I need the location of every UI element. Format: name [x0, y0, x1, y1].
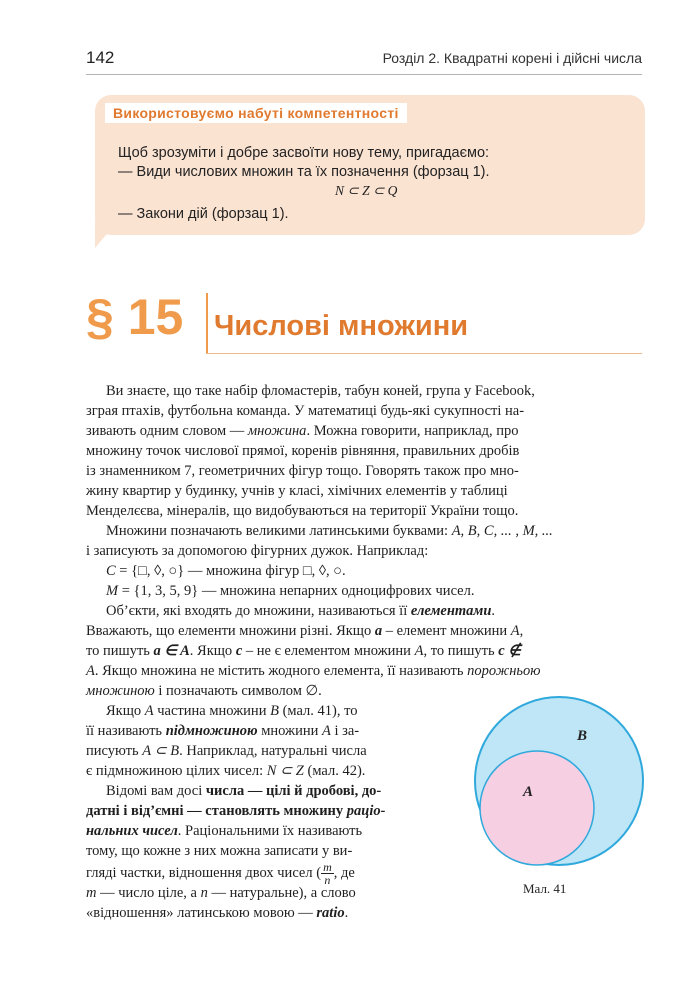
- text-line: [86, 421, 644, 441]
- math: c: [235, 643, 243, 659]
- text-line: жину квартир у будинку, учнів у класі, хімічних елементів у таблиці: [86, 483, 508, 499]
- text-line: і записують за допомогою фігурних дужок. Наприклад:: [86, 543, 429, 559]
- text: множини: [257, 723, 322, 739]
- math: B: [270, 703, 279, 719]
- section-bar: [206, 293, 208, 353]
- text-line: [86, 621, 644, 641]
- text: . Якщо: [189, 643, 236, 659]
- text-line: [86, 761, 466, 781]
- text-line: Ви знаєте, що таке набір фломастерів, табун коней, група у Facebook,: [106, 383, 535, 399]
- callout-title: Використовуємо набуті компетентності: [105, 103, 407, 123]
- fraction-numerator: m: [323, 860, 332, 874]
- math: m: [86, 885, 97, 901]
- text: – не є елементом множини: [242, 643, 415, 659]
- math: C: [106, 563, 116, 579]
- math: a: [374, 623, 383, 639]
- term-rational: нальних чисел: [86, 823, 178, 839]
- text-line: [86, 781, 466, 801]
- math: M: [106, 583, 119, 599]
- text: . Наприклад, натуральні числа: [179, 743, 367, 759]
- section-divider: [206, 353, 642, 354]
- example-line: [86, 561, 644, 581]
- text-line: [86, 521, 644, 541]
- text: Відомі вам досі: [106, 783, 206, 799]
- text-line: [86, 741, 466, 761]
- text: – елемент множини: [382, 623, 511, 639]
- text: Якщо: [106, 703, 145, 719]
- text: зивають одним словом —: [86, 423, 248, 439]
- text: , де: [333, 864, 355, 881]
- term-subset: підмножиною: [165, 723, 258, 739]
- section-number: § 15: [86, 289, 184, 345]
- section-title: Числові множини: [214, 310, 469, 342]
- text: , то пишуть: [423, 643, 499, 659]
- text: її називають: [86, 723, 166, 739]
- venn-diagram: [473, 690, 645, 872]
- math: A ⊂ B: [142, 743, 180, 759]
- term-rational: раціо-: [346, 803, 386, 819]
- callout-line-1: Щоб зрозуміти і добре засвоїти нову тему, пригадаємо:: [118, 145, 490, 161]
- text: Об’єкти, які входять до множини, називаються її: [106, 603, 411, 619]
- text: .: [491, 603, 496, 619]
- math: a ∈ A: [153, 643, 190, 659]
- figure-caption: Мал. 41: [523, 881, 567, 896]
- math: c ∉: [498, 643, 521, 659]
- text-line: [86, 903, 466, 923]
- text-line: із знаменником 7, геометричних фігур тощо. Говорять також про мно-: [86, 463, 519, 479]
- callout-formula: N ⊂ Z ⊂ Q: [335, 183, 398, 198]
- text: — натуральне), а слово: [207, 885, 356, 901]
- text-line: [86, 641, 644, 661]
- text-line: [86, 721, 466, 741]
- text-line: [86, 701, 466, 721]
- text-line: множину точок числової прямої, коренів рівняння, правильних дробів: [86, 443, 520, 459]
- text-line: [86, 601, 644, 621]
- term-ratio: ratio: [316, 905, 345, 921]
- text: (мал. 41), то: [278, 703, 358, 719]
- math: N ⊂ Z: [266, 763, 304, 779]
- set-a-label: A: [523, 784, 534, 800]
- text: = {□, ◊, ○} — множина фігур □, ◊, ○.: [115, 563, 346, 579]
- text: ,: [519, 623, 524, 639]
- math: A: [144, 703, 154, 719]
- text: . Раціональними їх називають: [177, 823, 363, 839]
- text: Множини позначають великими латинськими буквами:: [106, 523, 452, 539]
- math: A: [414, 643, 424, 659]
- text-line: [86, 661, 644, 681]
- math: n: [200, 885, 208, 901]
- math: A: [510, 623, 520, 639]
- text: і позначають символом ∅.: [154, 683, 322, 699]
- text: . Можна говорити, наприклад, про: [306, 423, 519, 439]
- term-empty: множиною: [86, 683, 155, 699]
- text: і за-: [330, 723, 360, 739]
- term-numbers: датні і від’ємні — становлять множину: [86, 803, 347, 819]
- term-numbers: числа — цілі й дробові, до-: [205, 783, 382, 799]
- page-number: 142: [86, 48, 115, 67]
- math: A: [321, 723, 331, 739]
- text: «відношення» латинською мовою —: [86, 905, 317, 921]
- text: гляді частки, відношення двох чисел (: [86, 864, 322, 881]
- text-line: [86, 883, 466, 903]
- text: є підмножиною цілих чисел:: [86, 763, 267, 779]
- text: Вважають, що елементи множини різні. Якщо: [86, 623, 375, 639]
- term-set: множина: [247, 423, 307, 439]
- set-b-label: B: [577, 728, 588, 744]
- text-line: [86, 821, 466, 841]
- callout-tail: [95, 222, 117, 248]
- text: то пишуть: [86, 643, 154, 659]
- callout-line-3: — Закони дій (форзац 1).: [118, 206, 289, 222]
- term-empty: порожньою: [467, 663, 541, 679]
- text: — число ціле, а: [96, 885, 201, 901]
- callout-line-2: — Види числових множин та їх позначення (форзац 1).: [118, 164, 490, 180]
- text: = {1, 3, 5, 9} — множина непарних одноцифрових чисел.: [118, 583, 475, 599]
- text: (мал. 42).: [303, 763, 366, 779]
- example-line: [86, 581, 644, 601]
- text-line: Менделєєва, мінералів, що видобуваються на території України тощо.: [86, 503, 519, 519]
- math: A, B, C, ... , M, ...: [451, 523, 553, 539]
- text: писують: [86, 743, 143, 759]
- chapter-title: Розділ 2. Квадратні корені і дійсні числа: [382, 50, 642, 66]
- header-divider: [86, 74, 642, 75]
- text: частина множини: [153, 703, 271, 719]
- text: .: [344, 905, 349, 921]
- fraction-denominator: n: [324, 873, 331, 887]
- math: A: [86, 663, 95, 679]
- term-elements: елементами: [410, 603, 492, 619]
- set-a-circle: [480, 751, 594, 865]
- text-line: зграя птахів, футбольна команда. У математиці будь-які сукупності на-: [86, 403, 525, 419]
- text-line: [86, 801, 466, 821]
- text-line: тому, що кожне з них можна записати у ви-: [86, 843, 353, 859]
- text: . Якщо множина не містить жодного елемента, її називають: [94, 663, 468, 679]
